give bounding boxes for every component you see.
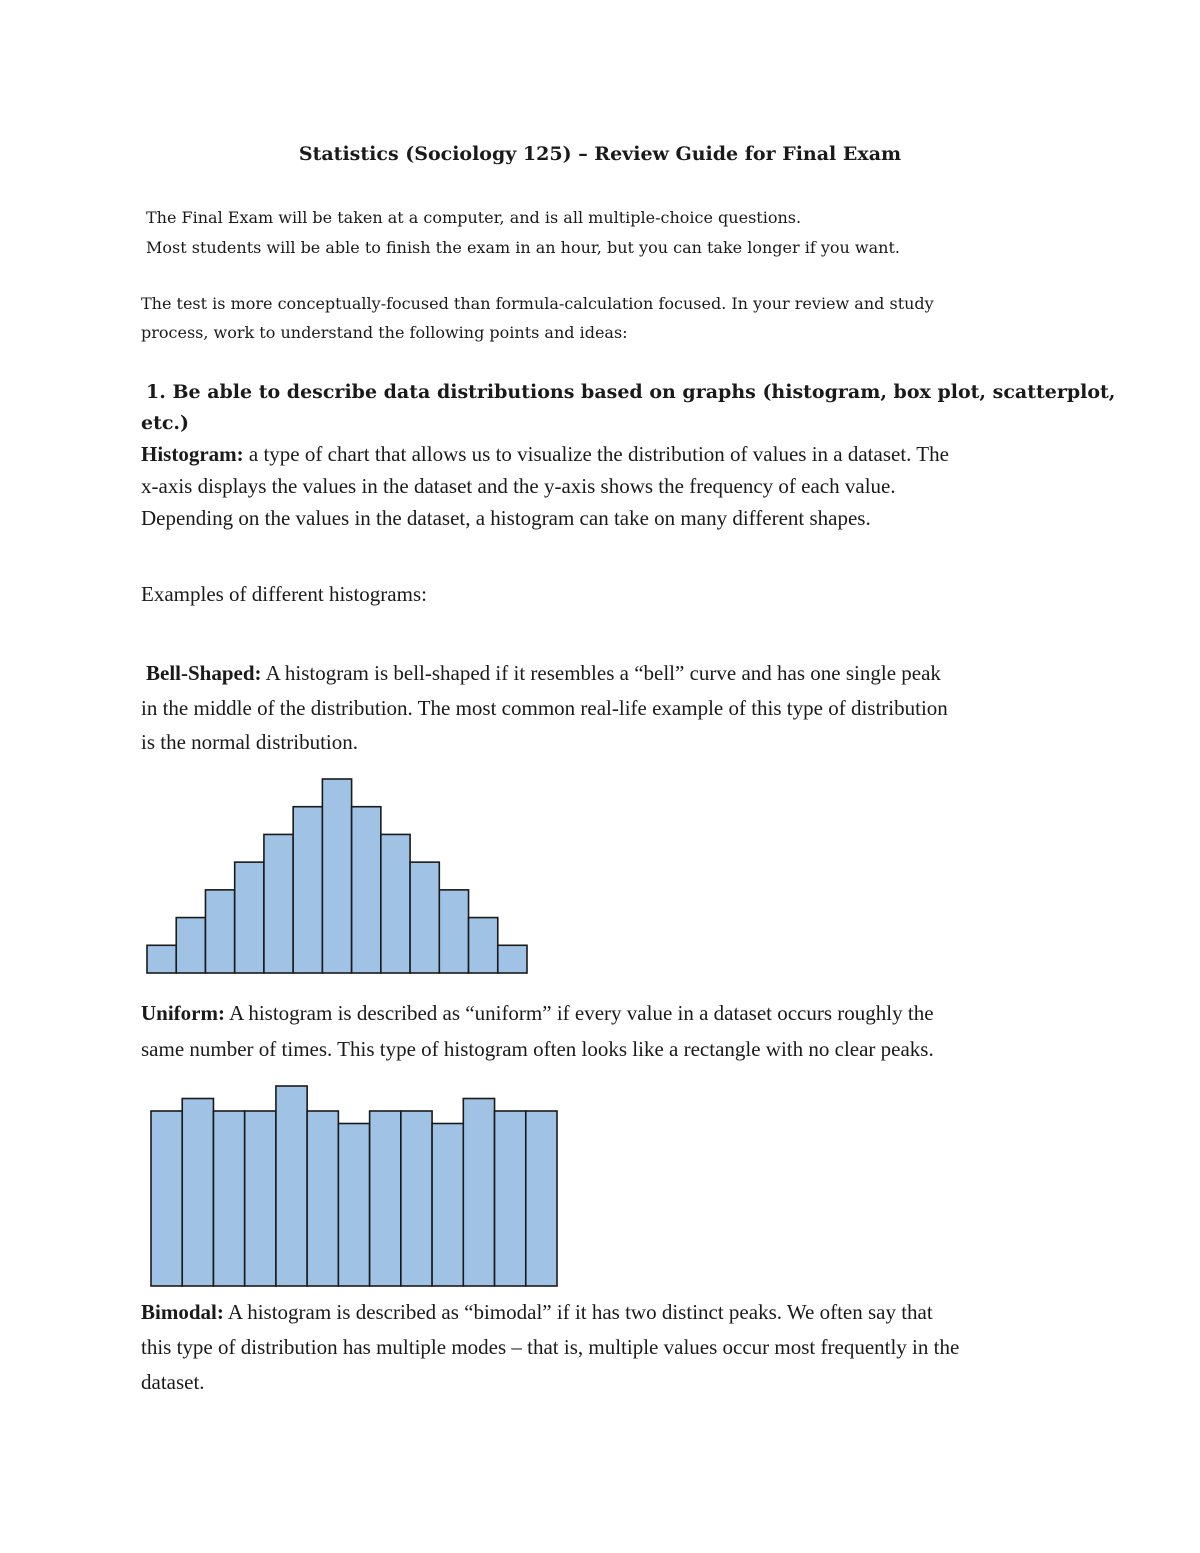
uniform-histogram-bar-5: [276, 1086, 307, 1286]
bimodal-definition-line-3: dataset.: [141, 1370, 205, 1394]
bell-histogram-bar-7: [322, 779, 351, 973]
bimodal-term: Bimodal:: [141, 1300, 224, 1324]
bell-definition-line-1: [146, 657, 941, 690]
bell-definition-line-3: is the normal distribution.: [141, 730, 358, 754]
uniform-definition-line-2: same number of times. This type of histogram often looks like a rectangle with no clear peaks.: [141, 1037, 934, 1061]
bell-histogram-bar-1: [147, 945, 176, 973]
bell-histogram-bar-10: [410, 862, 439, 973]
uniform-histogram-bar-3: [213, 1111, 244, 1286]
uniform-histogram-bar-13: [526, 1111, 557, 1286]
intro-line-2: Most students will be able to finish the exam in an hour, but you can take longer if you want.: [146, 238, 900, 257]
uniform-histogram-bar-8: [370, 1111, 401, 1286]
uniform-histogram-bar-7: [338, 1124, 369, 1287]
section-heading-line-1: 1. Be able to describe data distributions based on graphs (histogram, box plot, scatterplot,: [146, 381, 1116, 403]
uniform-histogram-bar-1: [151, 1111, 182, 1286]
focus-line-1: The test is more conceptually-focused than formula-calculation focused. In your review and study: [141, 294, 934, 313]
uniform-histogram-bar-10: [432, 1124, 463, 1287]
uniform-histogram-bar-6: [307, 1111, 338, 1286]
uniform-histogram-bar-9: [401, 1111, 432, 1286]
bell-histogram-bar-12: [469, 918, 498, 973]
intro-line-1: The Final Exam will be taken at a computer, and is all multiple-choice questions.: [146, 208, 802, 227]
bell-term: Bell-Shaped:: [146, 661, 262, 685]
uniform-histogram-svg: [150, 1085, 558, 1287]
uniform-histogram-bar-11: [463, 1099, 494, 1287]
histogram-definition-text: a type of chart that allows us to visualize the distribution of values in a dataset. The: [243, 442, 949, 466]
uniform-definition-text: A histogram is described as “uniform” if every value in a dataset occurs roughly the: [224, 1001, 934, 1025]
uniform-histogram-bar-4: [245, 1111, 276, 1286]
bimodal-definition-line-2: this type of distribution has multiple modes – that is, multiple values occur most frequently in the: [141, 1335, 960, 1359]
uniform-term: Uniform:: [141, 1001, 225, 1025]
bimodal-definition-text: A histogram is described as “bimodal” if it has two distinct peaks. We often say that: [223, 1300, 933, 1324]
page-title: Statistics (Sociology 125) – Review Guide for Final Exam: [298, 143, 902, 165]
focus-line-2: process, work to understand the following points and ideas:: [141, 323, 628, 342]
section-heading-line-2: etc.): [141, 412, 190, 434]
uniform-histogram-bar-2: [182, 1099, 213, 1287]
bimodal-definition-line-1: [141, 1296, 933, 1329]
bell-histogram-bar-2: [176, 918, 205, 973]
bell-shaped-histogram-svg: [146, 778, 528, 974]
bell-definition-text: A histogram is bell-shaped if it resembles a “bell” curve and has one single peak: [261, 661, 941, 685]
uniform-histogram: [150, 1085, 558, 1287]
histogram-term: Histogram:: [141, 442, 244, 466]
bell-histogram-bar-4: [235, 862, 264, 973]
histogram-definition-line-1: [141, 438, 949, 471]
bell-shaped-histogram: [146, 778, 528, 974]
histogram-definition-line-2: x-axis displays the values in the dataset and the y-axis shows the frequency of each value.: [141, 474, 896, 498]
bell-histogram-bar-6: [293, 807, 322, 973]
bell-histogram-bar-11: [439, 890, 468, 973]
bell-histogram-bar-8: [352, 807, 381, 973]
examples-label: Examples of different histograms:: [141, 582, 427, 606]
bell-histogram-bar-5: [264, 834, 293, 973]
uniform-definition-line-1: [141, 997, 934, 1030]
bell-histogram-bar-3: [205, 890, 234, 973]
bell-histogram-bar-9: [381, 834, 410, 973]
uniform-histogram-bar-12: [495, 1111, 526, 1286]
bell-histogram-bar-13: [498, 945, 527, 973]
bell-definition-line-2: in the middle of the distribution. The most common real-life example of this type of distribution: [141, 696, 948, 720]
histogram-definition-line-3: Depending on the values in the dataset, a histogram can take on many different shapes.: [141, 506, 871, 530]
